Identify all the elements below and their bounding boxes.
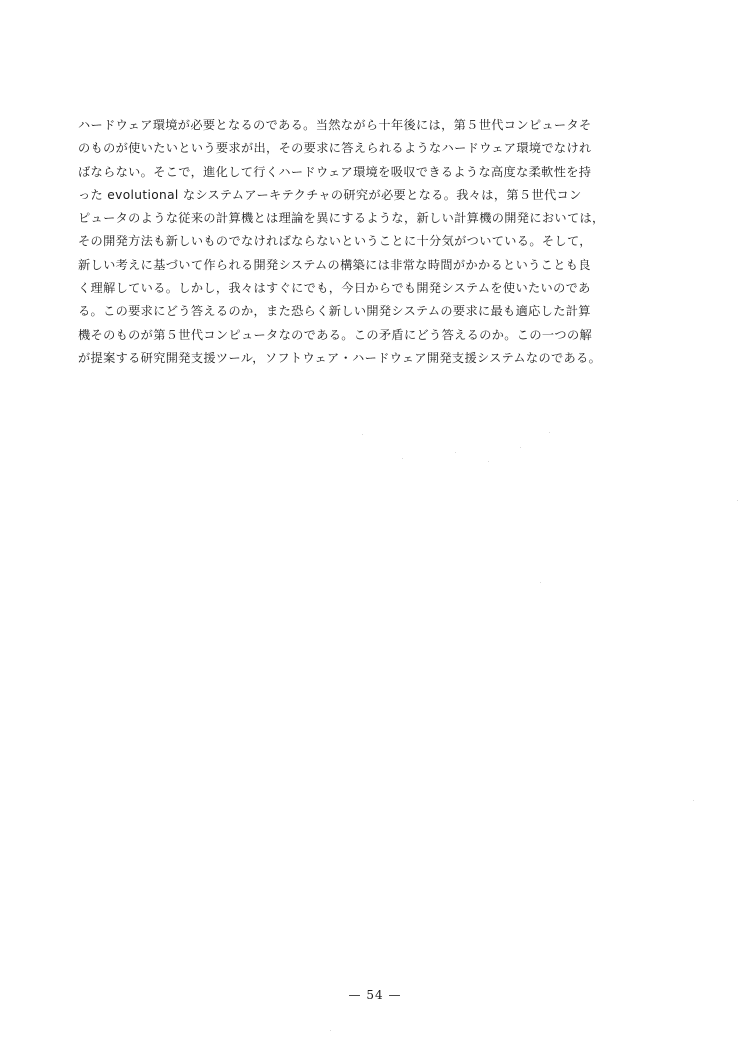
body-paragraph [78,114,678,370]
scan-speck [488,461,489,462]
paragraph-line-11: が提案する研究開発支援ツール，ソフトウェア・ハードウェア開発支援システムなのである。 [78,350,602,365]
paragraph-line-9: る。この要求にどう答えるのか，また恐らく新しい開発システムの要求に最も適応した計算 [78,304,591,319]
paragraph-line-7: 新しい考えに基づいて作られる開発システムの構築には非常な時間がかかるということも良 [78,257,591,272]
paragraph-line-6: その開発方法も新しいものでなければならないということに十分気がついている。そして， [78,234,592,249]
paragraph-line-10: 機そのものが第５世代コンピュータなのである。この矛盾にどう答えるのか。この一つの解 [78,327,593,342]
scan-speck [549,432,550,433]
scan-speck [330,1030,331,1031]
paragraph-line-1: ハードウェア環境が必要となるのである。当然ながら十年後には，第５世代コンピュータそ [78,118,592,132]
page-number: — 54 — [348,988,402,1002]
paragraph-line-5: ピュータのような従来の計算機とは理論を異にするような，新しい計算機の開発においては， [78,211,605,226]
scan-speck [737,500,738,501]
scan-speck [520,447,521,448]
paragraph-line-2: のものが使いたいという要求が出，その要求に答えられるようなハードウェア環境でなけれ [78,141,592,156]
paragraph-line-3: ばならない。そこで，進化して行くハードウェア環境を吸収できるような高度な柔軟性を持 [78,164,592,179]
scan-speck [540,582,541,583]
paragraph-line-4: った evolutional なシステムアーキテクチャの研究が必要となる。我々は，第５世代コン [78,187,582,202]
scan-speck [693,800,694,801]
paragraph-line-8: く理解している。しかし，我々はすぐにでも，今日からでも開発システムを使いたいのであ [78,281,591,296]
scan-speck [455,452,456,453]
scan-speck [402,458,403,459]
scan-speck [362,434,363,435]
